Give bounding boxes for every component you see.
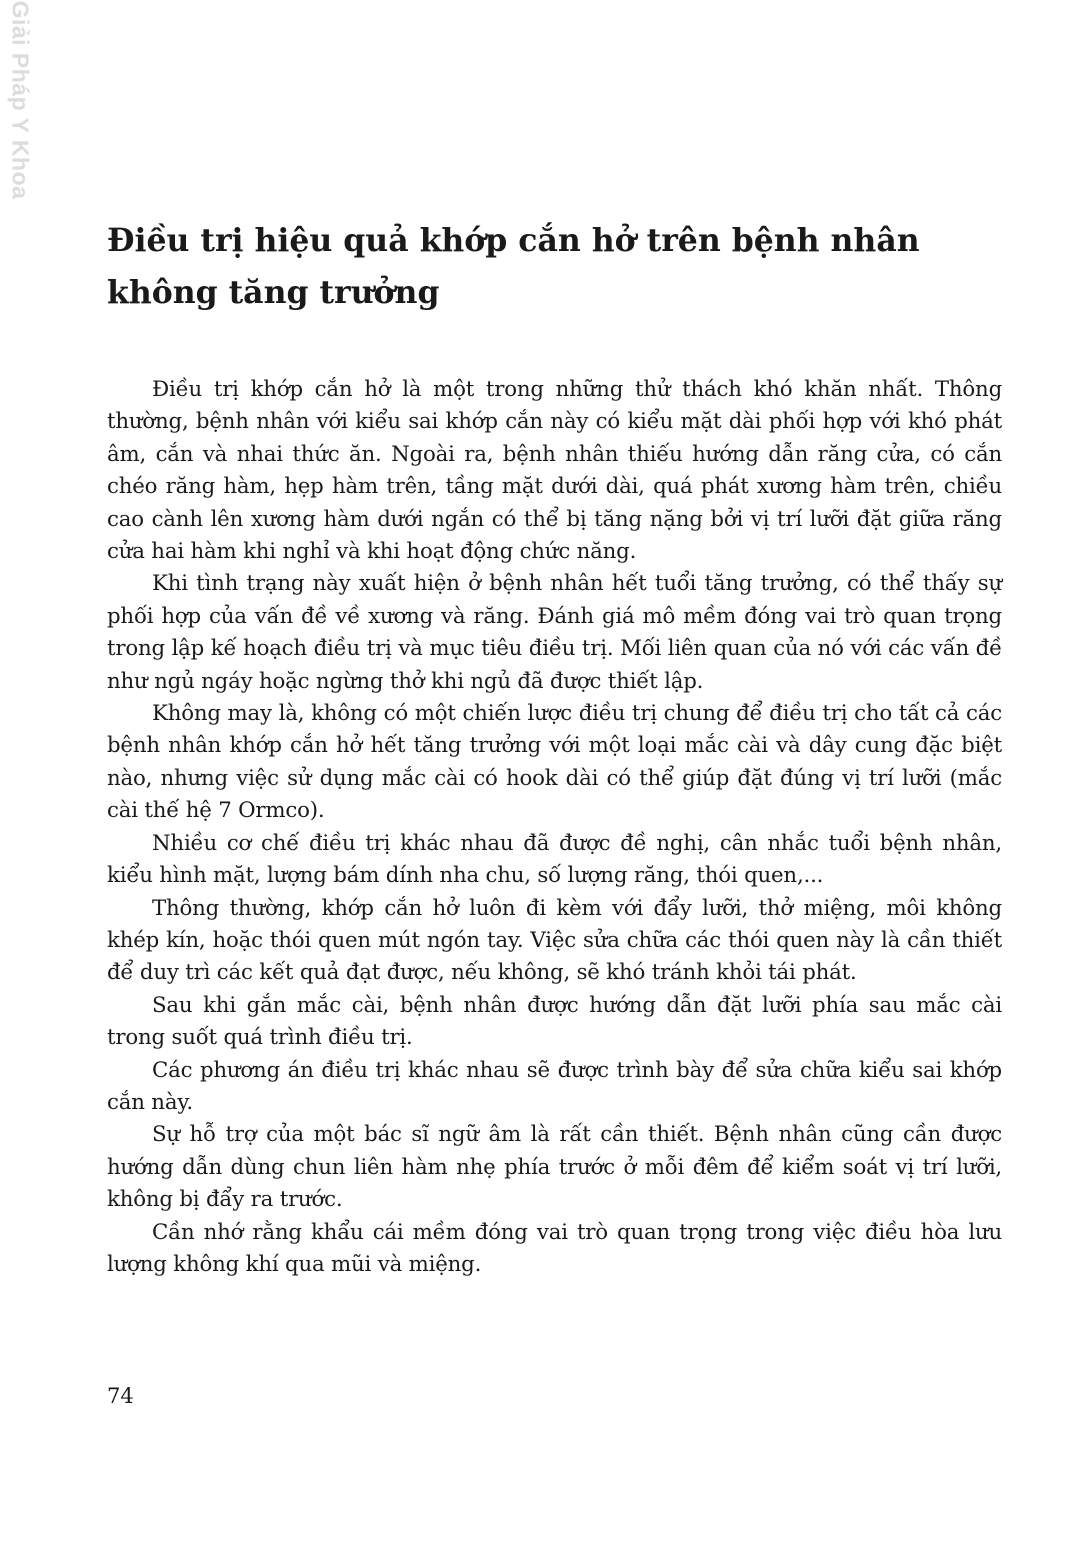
paragraph: Nhiều cơ chế điều trị khác nhau đã được đề nghị, cân nhắc tuổi bệnh nhân, kiểu hình mặt, lượng bám dính nha chu, số lượng răng, thói quen,... (107, 830, 1002, 889)
body-text (107, 374, 1002, 1281)
paragraph: Cần nhớ rằng khẩu cái mềm đóng vai trò quan trọng trong việc điều hòa lưu lượng không khí qua mũi và miệng. (107, 1219, 1002, 1277)
page-title: Điều trị hiệu quả khớp cắn hở trên bệnh nhân không tăng trưởng (107, 222, 920, 311)
paragraph: Sự hỗ trợ của một bác sĩ ngữ âm là rất cần thiết. Bệnh nhân cũng cần được hướng dẫn dùng chun liên hàm nhẹ phía trước ở mỗi đêm để kiểm soát vị trí lưỡi, không bị đẩy ra trước. (107, 1122, 1002, 1213)
paragraph: Các phương án điều trị khác nhau sẽ được trình bày để sửa chữa kiểu sai khớp cắn này. (107, 1057, 1002, 1115)
paragraph: Sau khi gắn mắc cài, bệnh nhân được hướng dẫn đặt lưỡi phía sau mắc cài trong suốt quá trình điều trị. (107, 992, 1002, 1051)
paragraph: Khi tình trạng này xuất hiện ở bệnh nhân hết tuổi tăng trưởng, có thể thấy sự phối hợp của vấn đề về xương và răng. Đánh giá mô mềm đóng vai trò quan trọng trong lập kế hoạch điều trị và mục tiêu điều trị. Mối liên quan của nó với các vấn đề như ngủ ngáy hoặc ngừng thở khi ngủ đã được thiết lập. (107, 571, 1002, 694)
watermark (0, 0, 40, 200)
paragraph: Thông thường, khớp cắn hở luôn đi kèm với đẩy lưỡi, thở miệng, môi không khép kín, hoặc thói quen mút ngón tay. Việc sửa chữa các thói quen này là cần thiết để duy trì các kết quả đạt được, nếu không, sẽ khó tránh khỏi tái phát. (107, 895, 1002, 986)
page-number: 74 (107, 1384, 134, 1408)
watermark-text: Giải Pháp Y Khoa (7, 0, 34, 200)
paragraph: Không may là, không có một chiến lược điều trị chung để điều trị cho tất cả các bệnh nhân khớp cắn hở hết tăng trưởng với một loại mắc cài và dây cung đặc biệt nào, nhưng việc sử dụng mắc cài có hook dài có thể giúp đặt đúng vị trí lưỡi (mắc cài thế hệ 7 Ormco). (107, 701, 1002, 824)
paragraph: Điều trị khớp cắn hở là một trong những thử thách khó khăn nhất. Thông thường, bệnh nhân với kiểu sai khớp cắn này có kiểu mặt dài phối hợp với khó phát âm, cắn và nhai thức ăn. Ngoài ra, bệnh nhân thiếu hướng dẫn răng cửa, có cắn chéo răng hàm, hẹp hàm trên, tầng mặt dưới dài, quá phát xương hàm trên, chiều cao cành lên xương hàm dưới ngắn có thể bị tăng nặng bởi vị trí lưỡi đặt giữa răng cửa hai hàm khi nghỉ và khi hoạt động chức năng. (107, 377, 1002, 565)
